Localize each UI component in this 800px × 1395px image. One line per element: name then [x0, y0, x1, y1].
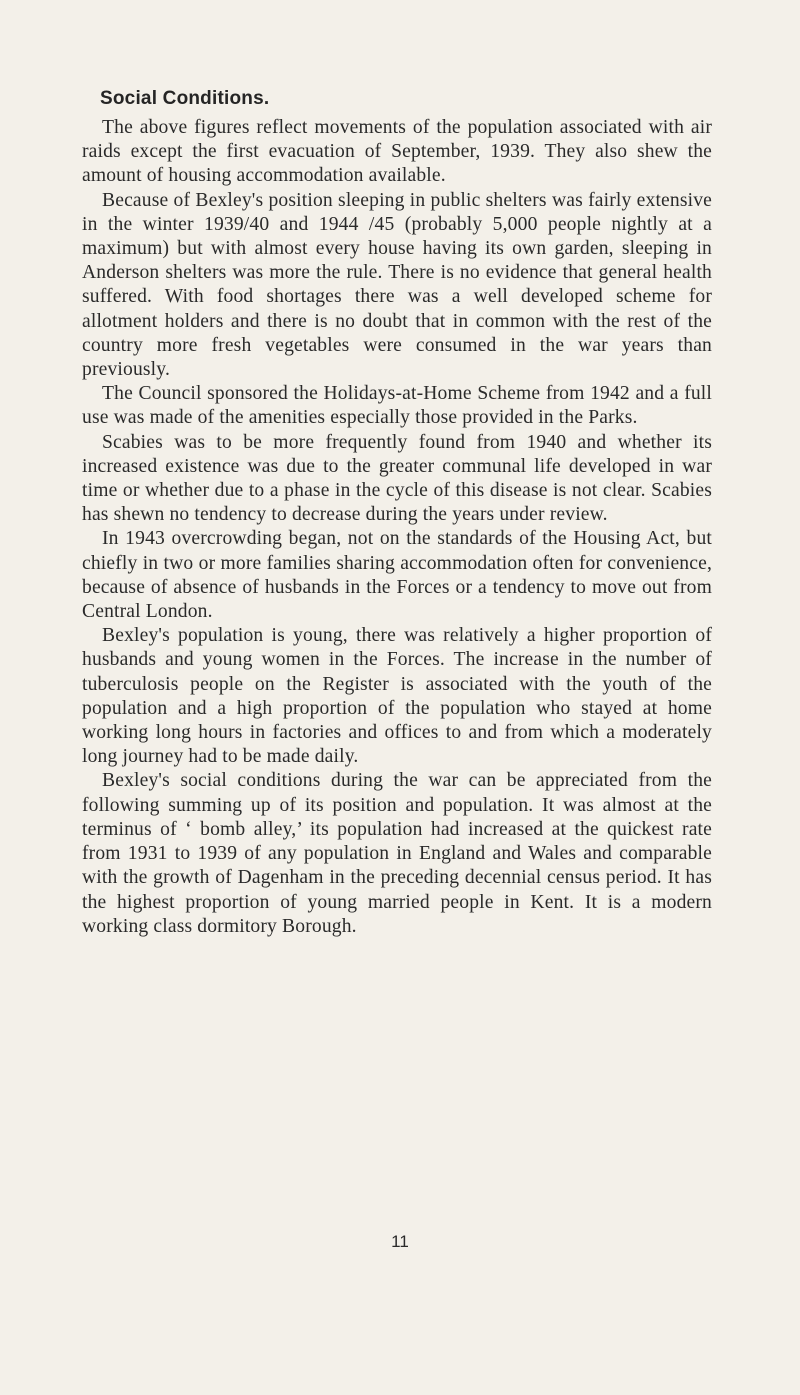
- paragraph-5: In 1943 overcrowding began, not on the standards of the Housing Act, but chiefly in two or more families sharing accommodation often for convenience, because of absence of husbands in the Forces or a tendency to move out from Central London.: [82, 528, 712, 623]
- paragraph-3: The Council sponsored the Holidays-at-Home Scheme from 1942 and a full use was made of the amenities especially those provided in the Parks.: [82, 383, 712, 429]
- paragraph-4: Scabies was to be more frequently found from 1940 and whether its increased existence was due to the greater communal life developed in war time or whether due to a phase in the cycle of this disease is not clear. Scabies has shewn no tendency to decrease during the years under review.: [82, 431, 712, 526]
- paragraph-7: Bexley's social conditions during the war can be appreciated from the following summing up of its position and population. It was almost at the terminus of ‘ bomb alley,’ its population had increased at the quickest rate from 1931 to 1939 of any population in England and Wales and comparable with the growth of Dagenham in the preceding decennial census period. It has the highest proportion of young married people in Kent. It is a modern working class dormitory Borough.: [82, 770, 712, 937]
- body-text: [82, 88, 712, 939]
- paragraph-2: Because of Bexley's position sleeping in public shelters was fairly extensive in the winter 1939/40 and 1944 /45 (probably 5,000 people nightly at a maximum) but with almost every house having its own garden, sleeping in Anderson shelters was more the rule. There is no evidence that general health suffered. With food shortages there was a well developed scheme for allotment holders and there is no doubt that in common with the rest of the country more fresh vegetables were consumed in the war years than previously.: [82, 189, 712, 381]
- paragraph-1: The above figures reflect movements of the population associated with air raids except the first evacuation of September, 1939. They also shew the amount of housing accommodation available.: [82, 117, 712, 187]
- paragraph-6: Bexley's population is young, there was relatively a higher proportion of husbands and young women in the Forces. The increase in the number of tuberculosis people on the Register is associated with the youth of the population and a high proportion of the population who stayed at home working long hours in factories and offices to and from which a moderately long journey had to be made daily.: [82, 625, 712, 768]
- page-number: 11: [391, 1232, 409, 1251]
- section-heading: Social Conditions.: [100, 88, 270, 109]
